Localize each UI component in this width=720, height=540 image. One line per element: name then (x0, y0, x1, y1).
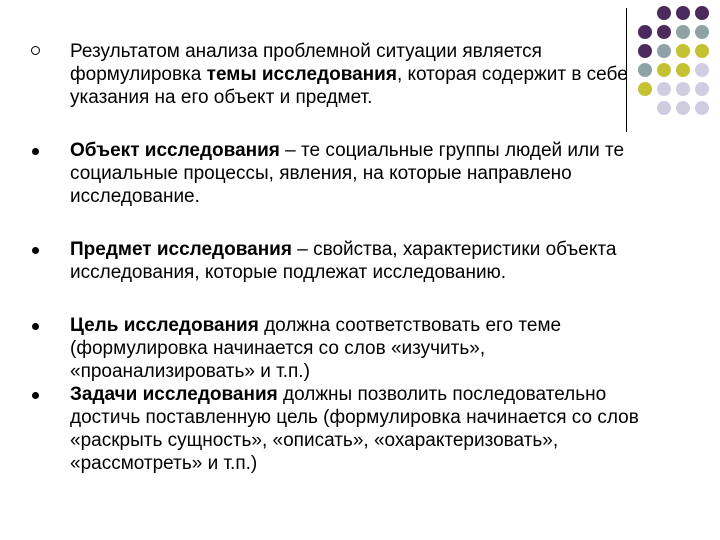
decorative-dot-teal (676, 25, 690, 39)
decorative-dot-purple (638, 25, 652, 39)
item-text: , которая содержит в себе указания на его объект и предмет. (70, 64, 628, 108)
decorative-dot-olive (695, 44, 709, 58)
decorative-dot-lavender (695, 63, 709, 77)
list-item-object (30, 139, 670, 208)
bullet-dot-icon (32, 148, 39, 155)
decorative-dot-purple (657, 6, 671, 20)
item-text: Результатом анализа проблемной ситуации является формулировка (70, 41, 542, 85)
decorative-dot-lavender (695, 82, 709, 96)
hollow-circle-bullet-icon (31, 46, 40, 55)
item-bold-term: Предмет исследования (70, 239, 292, 260)
item-text: – те социальные группы людей или те социальные процессы, явления, на которые направлено исследование. (70, 140, 625, 207)
item-bold-term: темы исследования (206, 64, 397, 85)
decorative-dot-purple (695, 6, 709, 20)
slide-content (30, 40, 670, 475)
decorative-dot-lavender (695, 101, 709, 115)
bullet-dot-icon (32, 323, 39, 330)
decorative-dot-teal (695, 25, 709, 39)
bullet-dot-icon (32, 247, 39, 254)
item-text: должны позволить последовательно достичь поставленную цель (формулировка начинается со слов «раскрыть сущность», «описать», «охарактеризовать», «рассмотреть» и т.п.) (70, 384, 639, 474)
item-bold-term: Цель исследования (70, 315, 259, 336)
list-item-tasks (30, 383, 670, 475)
decorative-dot-lavender (676, 82, 690, 96)
decorative-dot-purple (657, 25, 671, 39)
decorative-dot-lavender (676, 101, 690, 115)
item-bold-term: Объект исследования (70, 140, 280, 161)
list-item-topic (30, 40, 670, 109)
item-text: должна соответствовать его теме (формулировка начинается со слов «изучить», «проанализировать» и т.п.) (70, 315, 562, 382)
bullet-dot-icon (32, 392, 39, 399)
item-text: – свойства, характеристики объекта исследования, которые подлежат исследованию. (70, 239, 617, 283)
decorative-dot-olive (676, 63, 690, 77)
decorative-dot-purple (676, 6, 690, 20)
decorative-dot-olive (676, 44, 690, 58)
list-item-subject (30, 238, 670, 284)
item-bold-term: Задачи исследования (70, 384, 278, 405)
list-item-goal (30, 314, 670, 383)
